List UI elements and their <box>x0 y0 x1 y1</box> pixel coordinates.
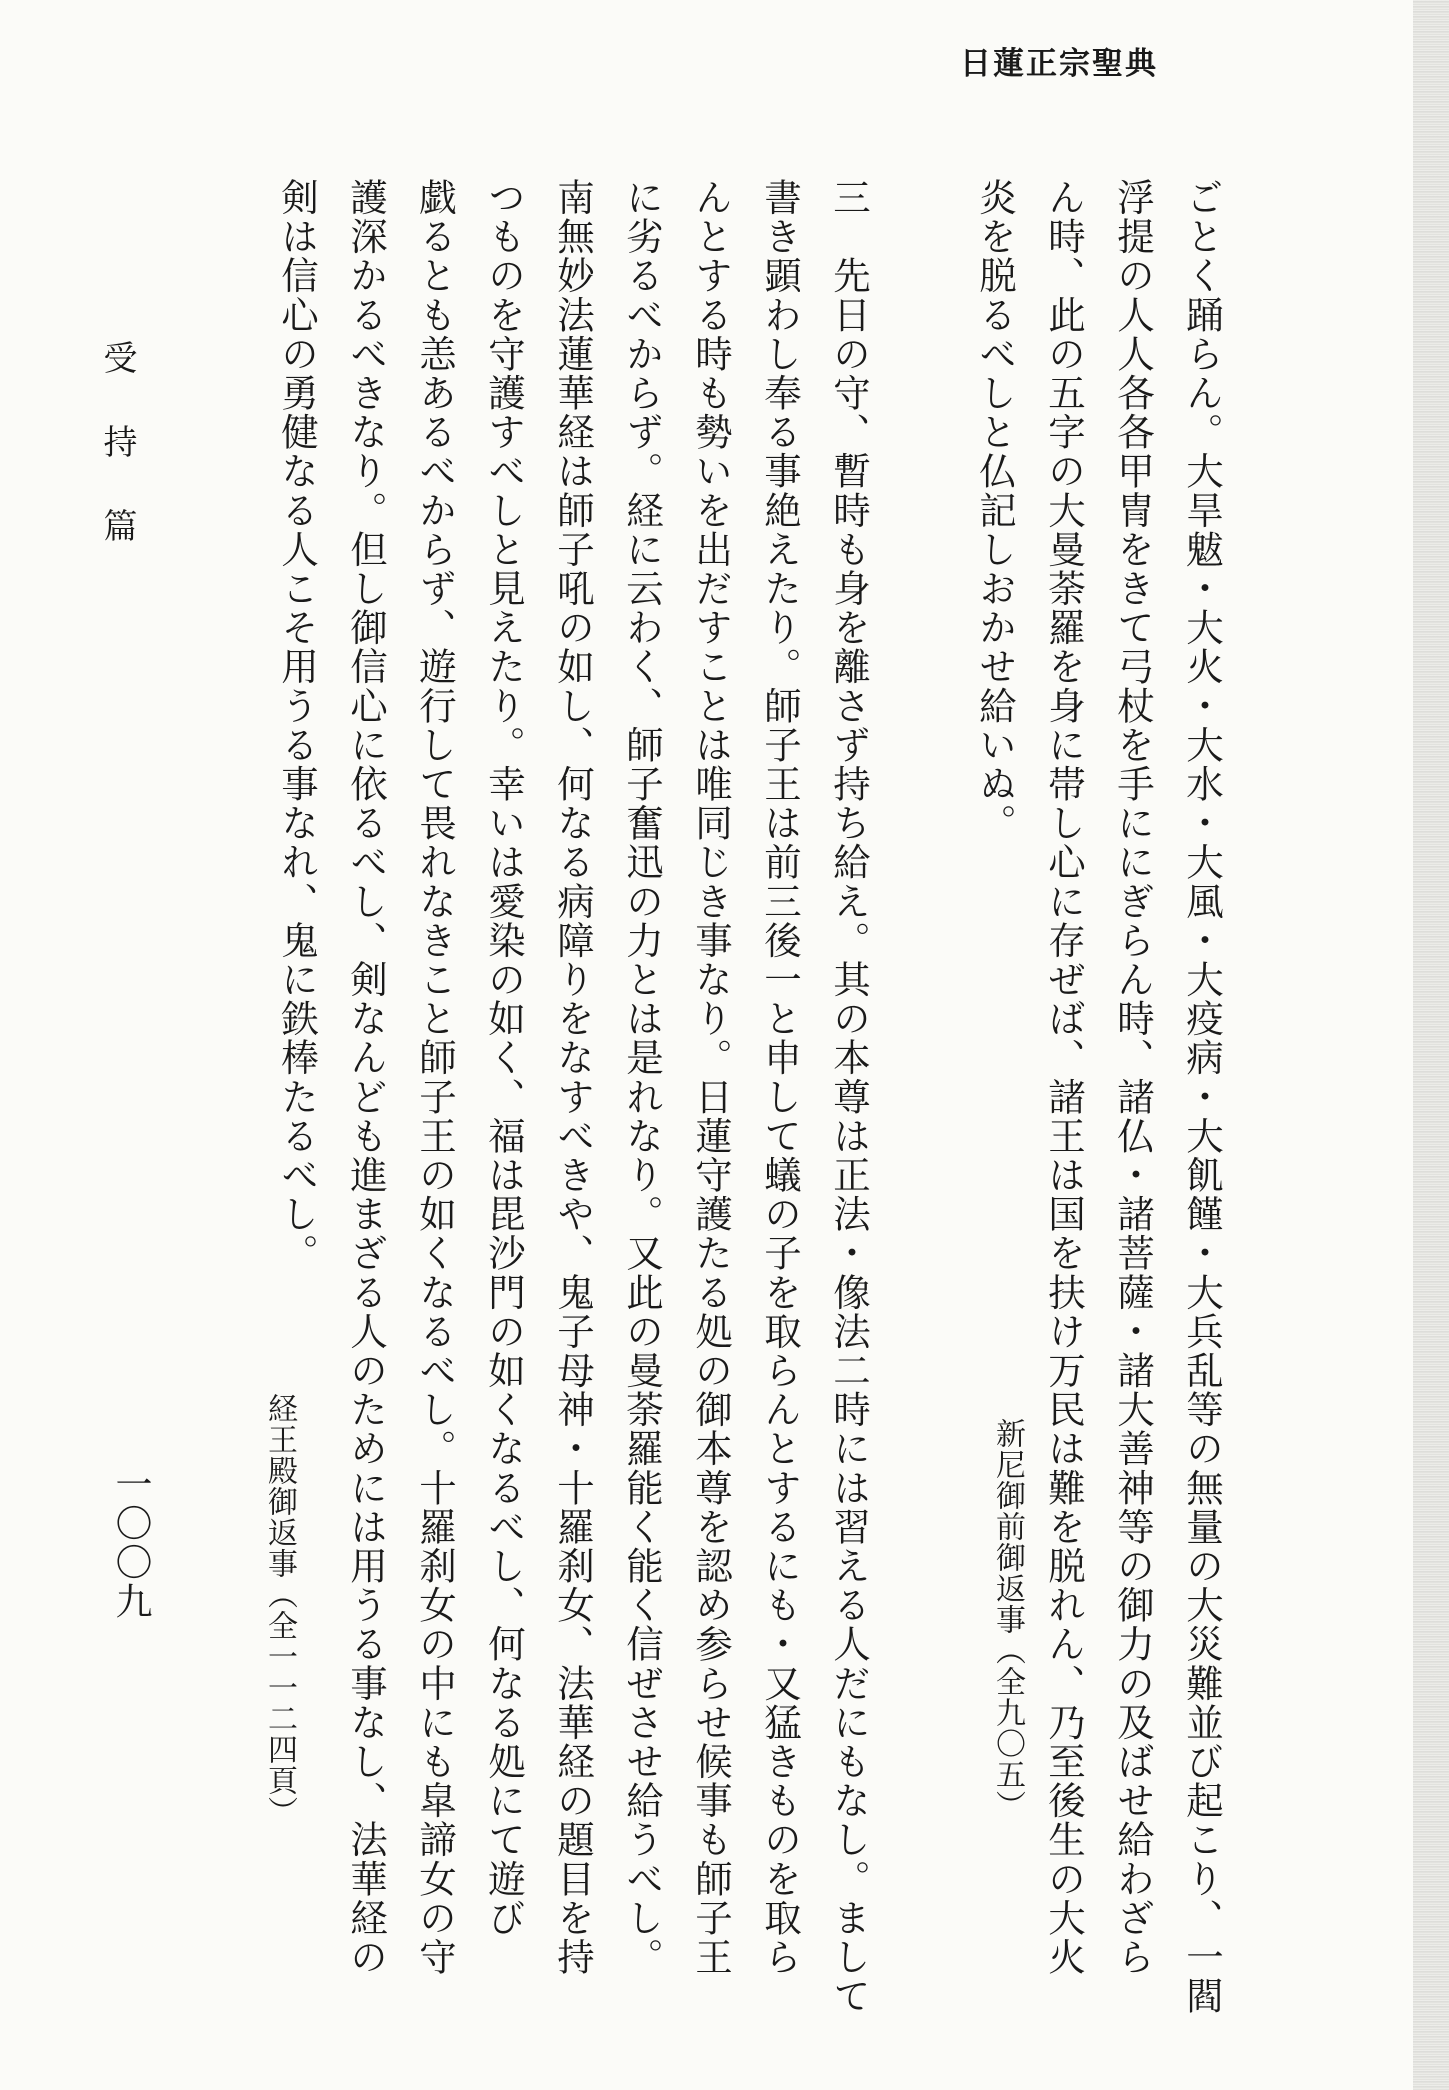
text-column-5: 三 先日の守、暫時も身を離さず持ち給え。其の本尊は正法・像法二時には習える人だにもなし。まして <box>827 178 871 2016</box>
text-column-6: 書き顕わし奉る事絶えたり。師子王は前三後一と申して蟻の子を取らんとするにも・又猛きものを取ら <box>758 178 802 1977</box>
text-column-13: 剣は信心の勇健なる人こそ用うる事なれ、鬼に鉄棒たるべし。 <box>275 178 319 1273</box>
text-column-3: ん時、此の五字の大曼荼羅を身に帯し心に存ぜば、諸王は国を扶け万民は難を脱れん、乃至後生の大火 <box>1042 178 1086 1977</box>
text-column-8: に劣るべからず。経に云わく、師子奮迅の力とは是れなり。又此の曼荼羅能く能く信ぜさせ給うべし。 <box>620 178 664 1977</box>
citation-2: 経王殿御返事（全一一二四頁） <box>262 1393 297 1827</box>
text-column-1: ごとく踊らん。大旱魃・大火・大水・大風・大疫病・大飢饉・大兵乱等の無量の大災難並び起こり、一閻 <box>1180 178 1224 2016</box>
text-column-11: 戯るとも恙あるべからず、遊行して畏れなきこと師子王の如くなるべし。十羅刹女の中にも皐諦女の守 <box>413 178 457 1977</box>
text-column-7: んとする時も勢いを出だすことは唯同じき事なり。日蓮守護たる処の御本尊を認め参らせ候事も師子王 <box>689 178 733 1977</box>
text-column-4: 炎を脱るべしと仏記しおかせ給いぬ。 <box>973 178 1017 843</box>
text-column-9: 南無妙法蓮華経は師子吼の如し、何なる病障りをなすべきや、鬼子母神・十羅刹女、法華経の題目を持 <box>551 178 595 1977</box>
text-column-12: 護深かるべきなり。但し御信心に依るべし、剣なんども進まざる人のためには用うる事なし、法華経の <box>344 178 388 1977</box>
scan-edge <box>1413 0 1449 2090</box>
text-column-2: 浮提の人人各各甲冑をきて弓杖を手ににぎらん時、諸仏・諸菩薩・諸大善神等の御力の及ばせ給わざら <box>1111 178 1155 1977</box>
citation-1: 新尼御前御返事（全九〇五） <box>990 1418 1025 1821</box>
footer-section-label: 受持篇 <box>97 340 137 592</box>
text-column-10: つものを守護すべしと見えたり。幸いは愛染の如く、福は毘沙門の如くなるべし、何なる処にて遊び <box>482 178 526 1938</box>
footer-page-number: 一〇〇九 <box>109 1465 152 1621</box>
running-header-title: 日蓮正宗聖典 <box>960 46 1158 82</box>
